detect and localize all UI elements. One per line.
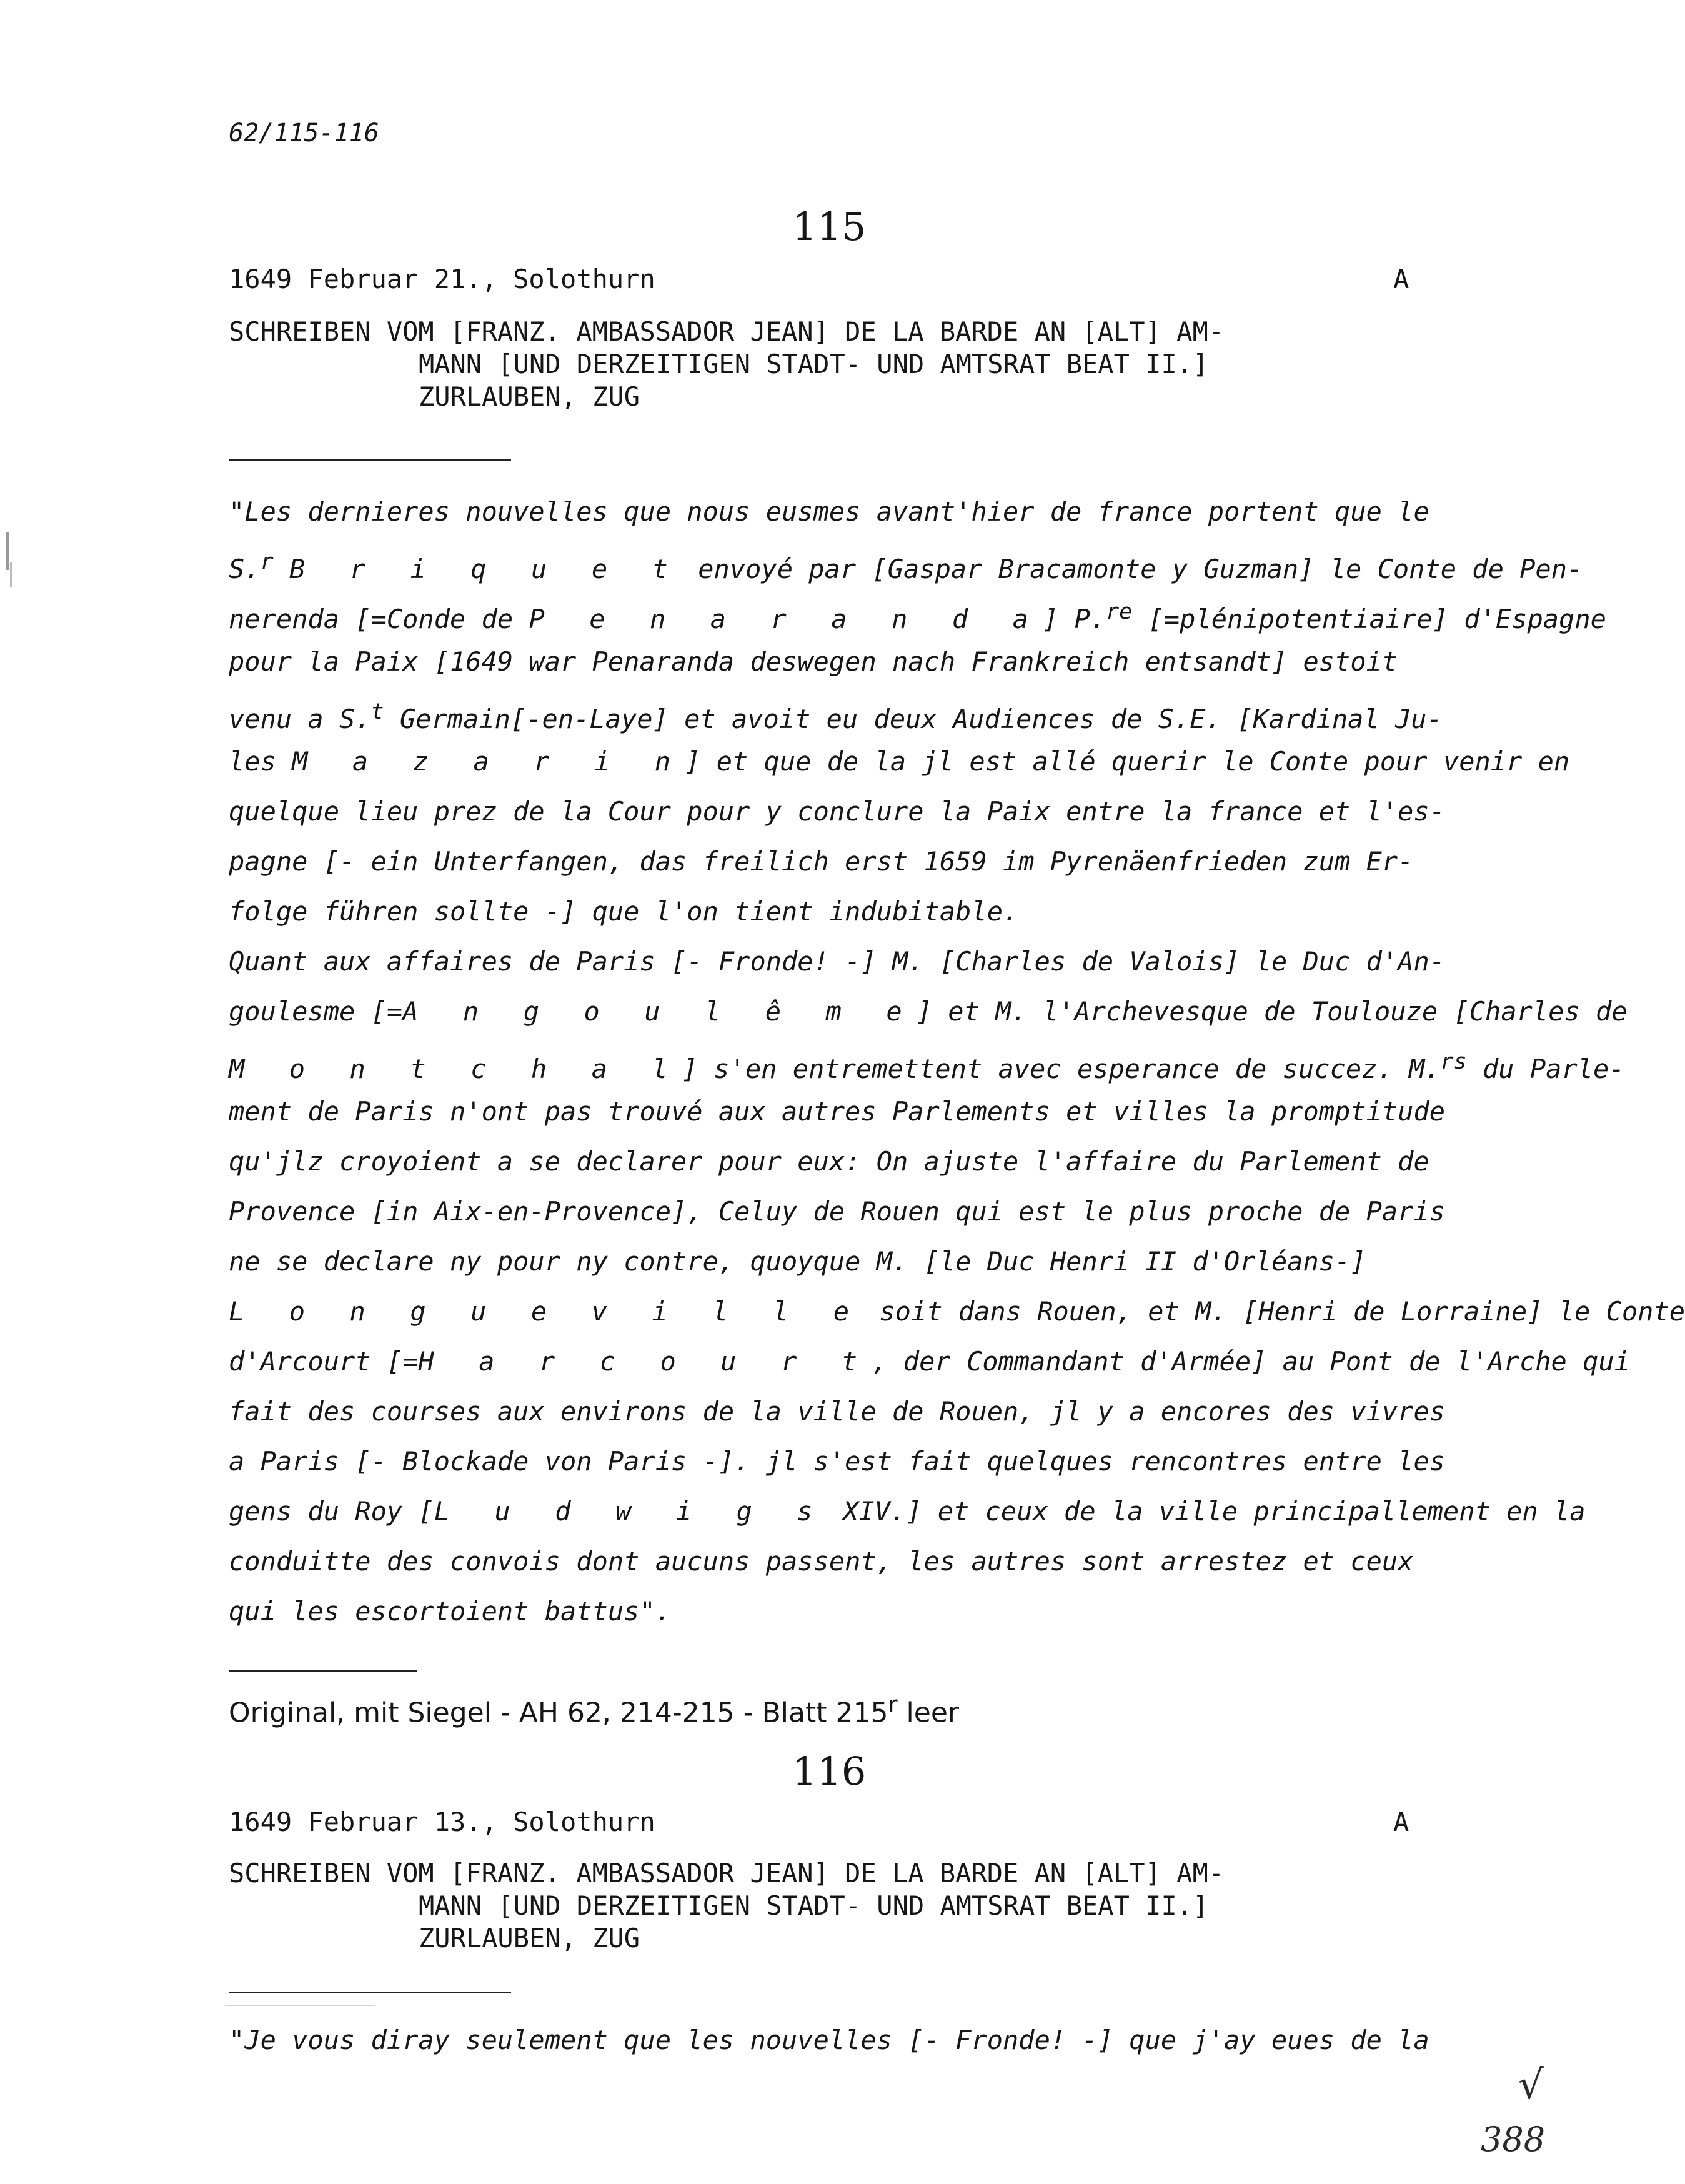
- text-line: S.$^r$ B r i q u e t envoyé par [Gaspar Bracamonte y Guzman] le Conte de Pen-: [229, 549, 1583, 584]
- text-line: L o n g u e v i l l e soit dans Rouen, et M. [Henri de Lorraine] le Conte: [229, 1296, 1685, 1327]
- document-number: 115: [792, 204, 867, 249]
- text-line: M o n t c h a l] s'en entremettent avec esperance de succez. M.$^{rs}$ du Parle-: [229, 1049, 1625, 1084]
- handwritten-page-note: 388: [1481, 2120, 1546, 2159]
- entry-heading-line: ZURLAUBEN, ZUG: [419, 1923, 640, 1953]
- entry-marker: A: [1393, 1807, 1409, 1837]
- scan-artifact: [10, 562, 12, 587]
- text-line: ment de Paris n'ont pas trouvé aux autres Parlements et villes la promptitude: [229, 1096, 1446, 1127]
- entry-heading-line: SCHREIBEN VOM [FRANZ. AMBASSADOR JEAN] DE LA BARDE AN [ALT] AM-: [229, 316, 1225, 347]
- text-line: Quant aux affaires de Paris [- Fronde! -] M. [Charles de Valois] le Duc d'An-: [229, 946, 1446, 977]
- text-line: a Paris [- Blockade von Paris -]. jl s'est fait quelques rencontres entre les: [229, 1446, 1446, 1477]
- separator-rule: [229, 459, 511, 461]
- text-line: pagne [- ein Unterfangen, das freilich erst 1659 im Pyrenäenfrieden zum Er-: [229, 846, 1414, 877]
- text-line: d'Arcourt [=H a r c o u r t, der Commandant d'Armée] au Pont de l'Arche qui: [229, 1346, 1630, 1377]
- separator-rule: [229, 1670, 417, 1672]
- text-line: conduitte des convois dont aucuns passent, les autres sont arrestez et ceux: [229, 1546, 1414, 1577]
- text-line: pour la Paix [1649 war Penaranda deswegen nach Frankreich entsandt] estoit: [229, 646, 1398, 677]
- text-line: goulesme [=A n g o u l ê m e] et M. l'Archevesque de Toulouze [Charles de: [229, 996, 1628, 1027]
- text-line: "Les dernieres nouvelles que nous eusmes avant'hier de france portent que le: [229, 496, 1429, 527]
- entry-heading-line: SCHREIBEN VOM [FRANZ. AMBASSADOR JEAN] DE LA BARDE AN [ALT] AM-: [229, 1858, 1225, 1888]
- source-note: Original, mit Siegel - AH 62, 214-215 - Blatt 215$^r$ leer: [229, 1691, 959, 1729]
- text-line: les M a z a r i n] et que de la jl est allé querir le Conte pour venir en: [229, 746, 1570, 777]
- text-line: Provence [in Aix-en-Provence], Celuy de Rouen qui est le plus proche de Paris: [229, 1196, 1446, 1227]
- entry-date: 1649 Februar 21., Solothurn: [229, 264, 655, 294]
- letter-excerpt: [229, 487, 1685, 1637]
- text-line: quelque lieu prez de la Cour pour y conclure la Paix entre la france et l'es-: [229, 796, 1446, 827]
- separator-rule: [229, 1992, 511, 1993]
- scan-artifact: [225, 2005, 375, 2006]
- text-line: venu a S.$^t$ Germain[-en-Laye] et avoit eu deux Audiences de S.E. [Kardinal Ju-: [229, 699, 1443, 734]
- entry-heading-line: MANN [UND DERZEITIGEN STADT- UND AMTSRAT BEAT II.]: [419, 349, 1209, 379]
- text-line: folge führen sollte -] que l'on tient indubitable.: [229, 896, 1019, 927]
- entry-heading-line: MANN [UND DERZEITIGEN STADT- UND AMTSRAT BEAT II.]: [419, 1890, 1209, 1921]
- text-line: qu'jlz croyoient a se declarer pour eux: On ajuste l'affaire du Parlement de: [229, 1146, 1429, 1177]
- entry-date: 1649 Februar 13., Solothurn: [229, 1807, 655, 1837]
- text-line: fait des courses aux environs de la ville de Rouen, jl y a encores des vivres: [229, 1396, 1446, 1427]
- text-line: nerenda [=Conde de P e n a r a n d a] P.$^{re}$ [=plénipotentiaire] d'Espagne: [229, 599, 1606, 634]
- text-line: gens du Roy [L u d w i g s XIV.] et ceux de la ville principallement en la: [229, 1496, 1586, 1527]
- letter-excerpt-start: "Je vous diray seulement que les nouvelles [- Fronde! -] que j'ay eues de la: [229, 2025, 1429, 2055]
- archive-reference: 62/115-116: [229, 119, 379, 147]
- text-line: qui les escortoient battus".: [229, 1596, 672, 1627]
- entry-heading-line: ZURLAUBEN, ZUG: [419, 381, 640, 412]
- text-line: ne se declare ny pour ny contre, quoyque M. [le Duc Henri II d'Orléans-]: [229, 1246, 1366, 1277]
- document-number: 116: [792, 1748, 867, 1794]
- scan-artifact: [6, 532, 9, 570]
- entry-marker: A: [1393, 264, 1409, 294]
- checkmark-icon: √: [1518, 2062, 1544, 2108]
